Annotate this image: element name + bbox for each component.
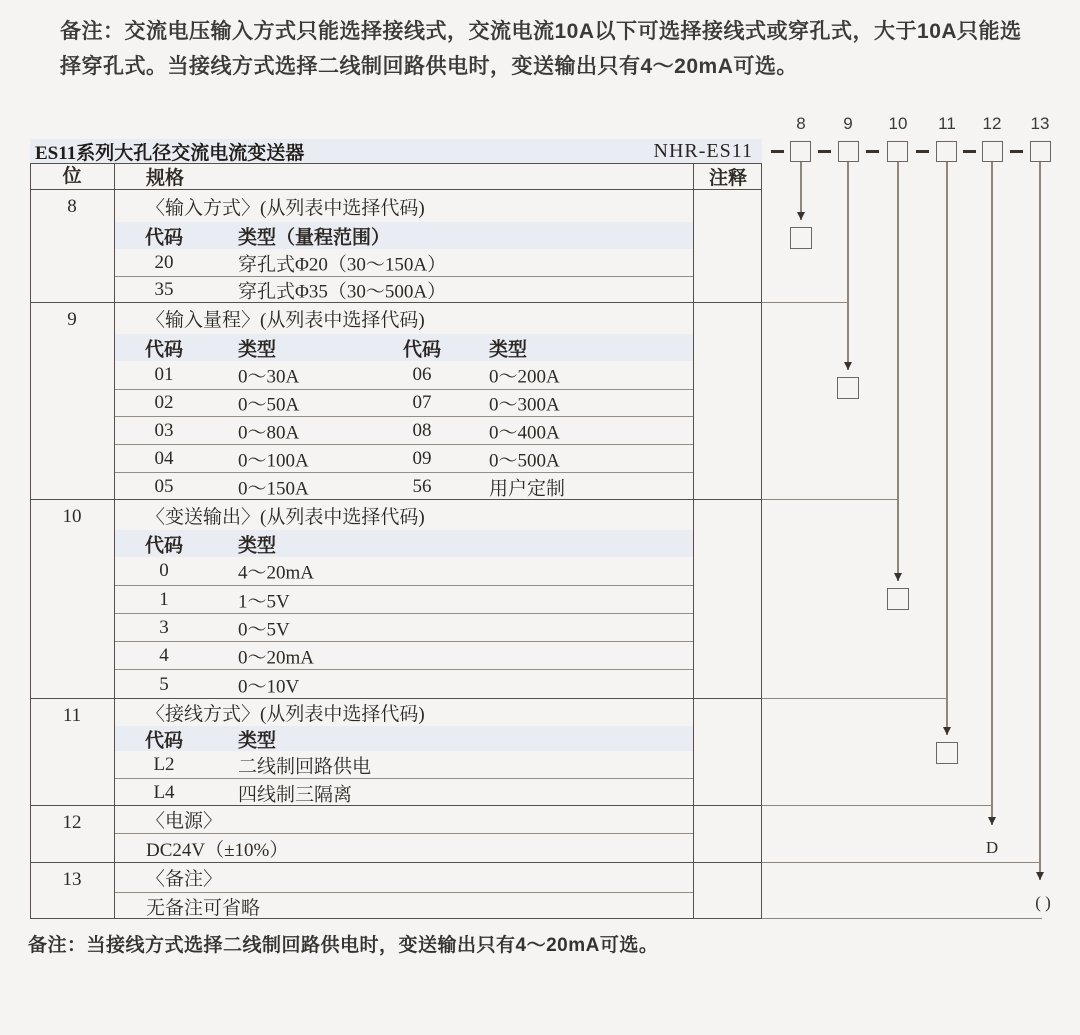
- model-dash: [916, 150, 929, 153]
- option-row: [115, 778, 693, 806]
- code-column-header: 代码: [144, 339, 183, 360]
- option-type: 0～30A: [238, 366, 300, 388]
- digit-label: 12: [982, 114, 1002, 133]
- power-code-text: D: [985, 838, 999, 857]
- position-cell: 10: [62, 506, 82, 527]
- position-cell: 12: [62, 812, 82, 833]
- model-dash: [771, 150, 784, 153]
- option-code: 08: [412, 419, 432, 441]
- target-code-box-10: [887, 588, 909, 610]
- model-code-box: [887, 141, 908, 162]
- position-cell: 13: [62, 869, 82, 890]
- note-cell: [694, 190, 762, 302]
- option-code: 09: [412, 447, 432, 469]
- connector-line-11: [762, 805, 992, 807]
- option-code: 56: [412, 475, 432, 497]
- model-code-box: [838, 141, 859, 162]
- option-code: 04: [154, 447, 174, 469]
- option-row: [115, 361, 693, 389]
- option-type: 0～50A: [238, 394, 300, 416]
- note-cell: [694, 806, 762, 862]
- option-type: 0～80A: [238, 422, 300, 443]
- connector-line-8: [762, 302, 848, 304]
- arrow-down-icon: [797, 212, 805, 220]
- model-code-box: [790, 141, 811, 162]
- top-note: 备注：交流电压输入方式只能选择接线式，交流电流10A以下可选择接线式或穿孔式，大于10A只能选择穿孔式。当接线方式选择二线制回路供电时，变送输出只有4～20mA可选。: [60, 20, 1022, 78]
- option-type: 0～400A: [489, 422, 560, 443]
- option-type: 4～20mA: [238, 562, 315, 584]
- option-type: 四线制三隔离: [238, 784, 353, 805]
- model-dash: [866, 150, 879, 153]
- model-dash: [818, 150, 831, 153]
- digit-label: 9: [843, 114, 853, 133]
- option-code: 05: [154, 475, 174, 497]
- spec-value: 无备注可省略: [115, 892, 693, 919]
- option-code: L4: [153, 781, 175, 803]
- option-type: 穿孔式Φ20（30～150A）: [238, 254, 447, 275]
- digit-label: 10: [888, 114, 908, 133]
- arrow-down-icon: [1036, 872, 1044, 880]
- drop-line-11: [946, 162, 948, 735]
- option-row: [115, 249, 693, 276]
- option-row: [115, 416, 693, 444]
- drop-line-10: [897, 162, 899, 581]
- connector-line-9: [762, 499, 898, 501]
- spec-cell: [114, 806, 694, 862]
- option-type: 0～20mA: [238, 647, 315, 668]
- spec-title: 〈输入方式〉(从列表中选择代码): [146, 197, 425, 219]
- spec-title: 〈备注〉: [146, 869, 223, 890]
- option-row: [115, 613, 693, 641]
- option-row: [115, 444, 693, 472]
- digit-label: 8: [796, 114, 806, 133]
- table-row-12: [30, 806, 762, 863]
- option-type: 0～10V: [238, 676, 300, 697]
- option-type: 1～5V: [238, 591, 290, 612]
- ordering-grid: [30, 163, 762, 919]
- option-code: 3: [159, 616, 169, 638]
- model-code-box: [936, 141, 957, 162]
- option-code: 06: [412, 364, 432, 385]
- drop-line-13: [1039, 162, 1041, 880]
- option-row: [115, 585, 693, 613]
- model-code-box: [982, 141, 1003, 162]
- arrow-down-icon: [988, 817, 996, 825]
- remark-code-text: ( ): [1035, 893, 1051, 912]
- option-code: L2: [153, 753, 175, 775]
- code-column-header: 代码: [144, 730, 183, 751]
- spec-cell: [114, 500, 694, 698]
- target-code-box-9: [837, 377, 859, 399]
- option-code: 01: [154, 364, 174, 385]
- type-column-header: 类型: [238, 339, 277, 360]
- code-header-band: [115, 222, 693, 249]
- option-row: [115, 276, 693, 303]
- type-column-header: 类型: [238, 535, 277, 556]
- table-row-10: [30, 500, 762, 699]
- option-type: 0～150A: [238, 478, 309, 499]
- connector-line-12: [762, 862, 1041, 864]
- model-code-box: [1030, 141, 1051, 162]
- option-code: 20: [154, 251, 174, 273]
- type-column-header: 类型（量程范围）: [238, 227, 391, 248]
- model-prefix: NHR-ES11: [653, 139, 753, 162]
- option-row: [115, 641, 693, 669]
- drop-line-9: [847, 162, 849, 370]
- col-header-spec: 规格: [114, 163, 694, 189]
- option-type: 0～300A: [489, 394, 560, 416]
- option-code: 4: [159, 644, 169, 666]
- option-row: [115, 389, 693, 416]
- option-type: 0～200A: [489, 366, 560, 388]
- option-type: 穿孔式Φ35（30～500A）: [238, 281, 447, 303]
- code-column-header: 代码: [144, 227, 183, 248]
- digit-label: 13: [1030, 114, 1050, 133]
- target-code-box-11: [936, 742, 958, 764]
- arrow-down-icon: [943, 727, 951, 735]
- option-type: 0～100A: [238, 450, 309, 471]
- bottom-note: 备注：当接线方式选择二线制回路供电时，变送输出只有4～20mA可选。: [28, 935, 659, 956]
- option-row: [115, 751, 693, 778]
- spec-cell: [114, 190, 694, 302]
- option-code: 35: [154, 279, 174, 300]
- spec-value: DC24V（±10%）: [115, 833, 693, 863]
- option-type: 0～500A: [489, 450, 560, 471]
- option-code: 1: [159, 588, 169, 610]
- code-column-header: 代码: [402, 339, 441, 360]
- option-code: 03: [154, 419, 174, 441]
- spec-title: 〈接线方式〉(从列表中选择代码): [146, 704, 425, 725]
- position-cell: 11: [62, 705, 82, 726]
- table-title: ES11系列大孔径交流电流变送器: [35, 142, 305, 164]
- note-cell: [694, 863, 762, 919]
- model-dash: [1010, 150, 1023, 153]
- connector-line-bottom: [762, 918, 1042, 920]
- spec-title: 〈电源〉: [146, 811, 223, 832]
- option-code: 5: [159, 673, 169, 695]
- option-row: [115, 669, 693, 699]
- note-cell: [694, 500, 762, 698]
- arrow-down-icon: [844, 362, 852, 370]
- note-cell: [694, 699, 762, 805]
- drop-line-12: [991, 162, 993, 825]
- table-title-band: [30, 139, 762, 163]
- col-header-note: 注释: [708, 167, 747, 189]
- option-type: 二线制回路供电: [238, 756, 372, 777]
- option-code: 02: [154, 392, 174, 413]
- table-row-9: [30, 303, 762, 500]
- target-code-box-8: [790, 227, 812, 249]
- arrow-down-icon: [894, 573, 902, 581]
- spec-title: 〈输入量程〉(从列表中选择代码): [146, 310, 425, 331]
- position-cell: 8: [67, 196, 77, 217]
- option-code: 07: [412, 392, 432, 413]
- option-row: [115, 472, 693, 500]
- option-type: 0～5V: [238, 619, 290, 640]
- spec-cell: [114, 303, 694, 499]
- ordering-table: [30, 139, 762, 919]
- spec-cell: [114, 863, 694, 919]
- model-dash: [963, 150, 976, 153]
- col-header-position: 位: [62, 166, 82, 187]
- code-header-band: [115, 530, 693, 557]
- spec-cell: [114, 699, 694, 805]
- code-header-band: [115, 334, 693, 361]
- table-row-11: [30, 699, 762, 806]
- connector-line-10: [762, 698, 948, 700]
- type-column-header: 类型: [489, 339, 528, 360]
- option-type: 用户定制: [489, 478, 566, 499]
- header-row: [30, 163, 762, 190]
- table-row-13: [30, 863, 762, 919]
- digit-label: 11: [938, 114, 956, 133]
- spec-title: 〈变送输出〉(从列表中选择代码): [146, 506, 425, 528]
- position-cell: 9: [67, 309, 77, 330]
- option-code: 0: [159, 560, 169, 581]
- table-row-8: [30, 190, 762, 303]
- type-column-header: 类型: [238, 730, 277, 751]
- code-column-header: 代码: [144, 535, 183, 556]
- note-cell: [694, 303, 762, 499]
- option-row: [115, 557, 693, 585]
- code-header-band: [115, 726, 693, 751]
